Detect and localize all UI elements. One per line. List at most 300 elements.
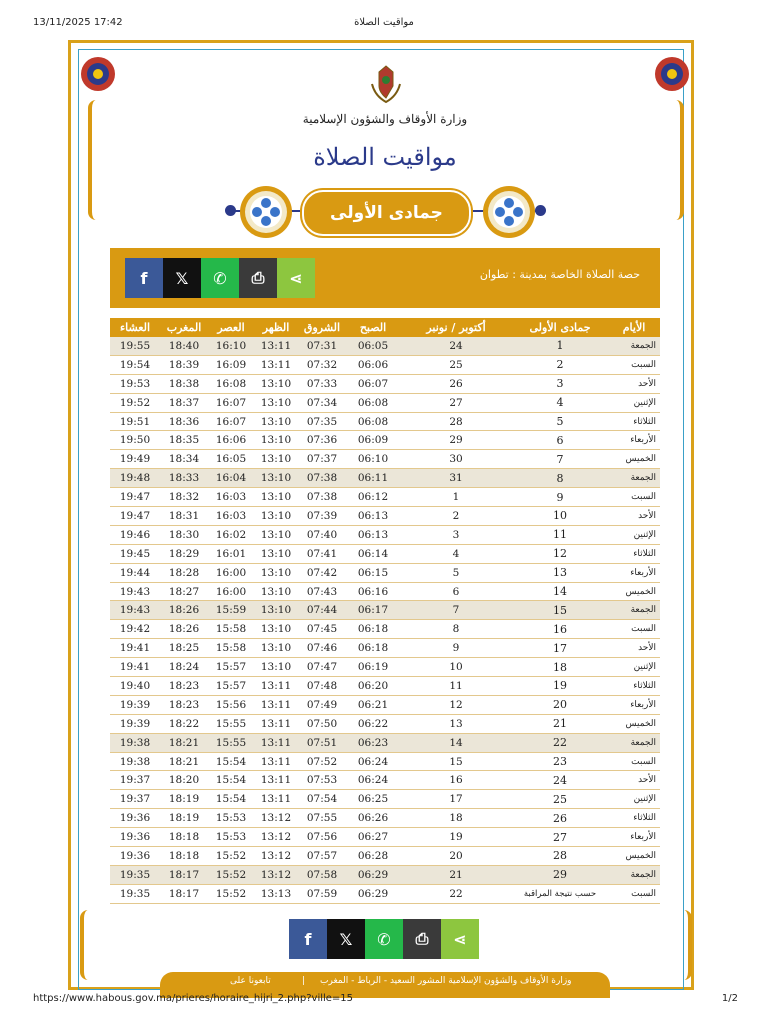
cell-dhuhr: 13:11 bbox=[254, 355, 298, 374]
cell-fajr: 06:24 bbox=[346, 771, 400, 790]
cell-fajr: 06:12 bbox=[346, 488, 400, 507]
cell-fajr: 06:19 bbox=[346, 658, 400, 677]
prayer-times-table bbox=[110, 318, 660, 904]
cell-hijri-day: 12 bbox=[512, 544, 608, 563]
whatsapp-share-button[interactable] bbox=[365, 919, 403, 959]
cell-asr: 15:52 bbox=[208, 884, 254, 903]
table-row bbox=[110, 488, 660, 507]
cell-isha: 19:41 bbox=[110, 658, 160, 677]
cell-weekday: الجمعة bbox=[608, 337, 660, 355]
cell-hijri-day: 3 bbox=[512, 374, 608, 393]
cell-asr: 16:00 bbox=[208, 563, 254, 582]
cell-maghrib: 18:18 bbox=[160, 828, 208, 847]
cell-maghrib: 18:19 bbox=[160, 790, 208, 809]
print-document-title: مواقيت الصلاة bbox=[354, 17, 414, 28]
table-row bbox=[110, 337, 660, 355]
cell-maghrib: 18:39 bbox=[160, 355, 208, 374]
cell-asr: 15:53 bbox=[208, 828, 254, 847]
cell-dhuhr: 13:10 bbox=[254, 582, 298, 601]
cell-shuruq: 07:56 bbox=[298, 828, 346, 847]
cell-shuruq: 07:43 bbox=[298, 582, 346, 601]
share-button[interactable] bbox=[277, 258, 315, 298]
cell-shuruq: 07:51 bbox=[298, 733, 346, 752]
cell-hijri-day: 10 bbox=[512, 507, 608, 526]
cell-fajr: 06:25 bbox=[346, 790, 400, 809]
cell-shuruq: 07:35 bbox=[298, 412, 346, 431]
cell-asr: 16:03 bbox=[208, 488, 254, 507]
cell-dhuhr: 13:10 bbox=[254, 374, 298, 393]
cell-hijri-day: 24 bbox=[512, 771, 608, 790]
cell-maghrib: 18:36 bbox=[160, 412, 208, 431]
cell-hijri-day: 29 bbox=[512, 865, 608, 884]
cell-maghrib: 18:34 bbox=[160, 450, 208, 469]
cell-isha: 19:36 bbox=[110, 828, 160, 847]
table-row bbox=[110, 809, 660, 828]
cell-fajr: 06:10 bbox=[346, 450, 400, 469]
cell-hijri-day: 21 bbox=[512, 714, 608, 733]
cell-weekday: الخميس bbox=[608, 582, 660, 601]
cell-fajr: 06:27 bbox=[346, 828, 400, 847]
cell-isha: 19:37 bbox=[110, 790, 160, 809]
cell-fajr: 06:08 bbox=[346, 412, 400, 431]
cell-shuruq: 07:46 bbox=[298, 639, 346, 658]
cell-dhuhr: 13:12 bbox=[254, 828, 298, 847]
cell-gregorian-day: 7 bbox=[400, 601, 512, 620]
corner-flower-icon bbox=[78, 54, 118, 94]
table-row bbox=[110, 393, 660, 412]
cell-weekday: الخميس bbox=[608, 847, 660, 866]
cell-gregorian-day: 21 bbox=[400, 865, 512, 884]
cell-isha: 19:35 bbox=[110, 884, 160, 903]
cell-shuruq: 07:37 bbox=[298, 450, 346, 469]
cell-shuruq: 07:31 bbox=[298, 337, 346, 355]
city-banner bbox=[110, 248, 660, 308]
emblem-icon bbox=[369, 64, 403, 104]
cell-hijri-day: حسب نتيجة المراقبة bbox=[512, 884, 608, 903]
cell-isha: 19:37 bbox=[110, 771, 160, 790]
cell-weekday: السبت bbox=[608, 884, 660, 903]
x-icon: 𝕏 bbox=[339, 929, 353, 949]
cell-gregorian-day: 8 bbox=[400, 620, 512, 639]
cell-gregorian-day: 19 bbox=[400, 828, 512, 847]
cell-gregorian-day: 20 bbox=[400, 847, 512, 866]
cell-isha: 19:39 bbox=[110, 714, 160, 733]
cell-shuruq: 07:49 bbox=[298, 695, 346, 714]
cell-shuruq: 07:57 bbox=[298, 847, 346, 866]
cell-gregorian-day: 5 bbox=[400, 563, 512, 582]
cell-dhuhr: 13:10 bbox=[254, 393, 298, 412]
cell-weekday: الأربعاء bbox=[608, 431, 660, 450]
table-row bbox=[110, 563, 660, 582]
print-datetime: 13/11/2025 17:42 bbox=[33, 17, 123, 28]
x-icon: 𝕏 bbox=[175, 268, 189, 288]
cell-weekday: الإثنين bbox=[608, 393, 660, 412]
col-header-fajr: الصبح bbox=[346, 318, 400, 337]
cell-gregorian-day: 24 bbox=[400, 337, 512, 355]
cell-dhuhr: 13:10 bbox=[254, 412, 298, 431]
cell-hijri-day: 5 bbox=[512, 412, 608, 431]
cell-dhuhr: 13:11 bbox=[254, 733, 298, 752]
cell-dhuhr: 13:12 bbox=[254, 809, 298, 828]
share-button[interactable] bbox=[441, 919, 479, 959]
cell-gregorian-day: 9 bbox=[400, 639, 512, 658]
cell-maghrib: 18:31 bbox=[160, 507, 208, 526]
cell-fajr: 06:06 bbox=[346, 355, 400, 374]
cell-asr: 15:53 bbox=[208, 809, 254, 828]
cell-shuruq: 07:48 bbox=[298, 677, 346, 696]
cell-fajr: 06:22 bbox=[346, 714, 400, 733]
cell-hijri-day: 15 bbox=[512, 601, 608, 620]
cell-asr: 15:58 bbox=[208, 639, 254, 658]
print-url: https://www.habous.gov.ma/prieres/horaire_hijri_2.php?ville=15 bbox=[33, 993, 354, 1004]
cell-isha: 19:47 bbox=[110, 507, 160, 526]
table-row bbox=[110, 847, 660, 866]
cell-gregorian-day: 25 bbox=[400, 355, 512, 374]
cell-asr: 16:02 bbox=[208, 525, 254, 544]
cell-fajr: 06:29 bbox=[346, 884, 400, 903]
cell-weekday: الأحد bbox=[608, 771, 660, 790]
cell-maghrib: 18:25 bbox=[160, 639, 208, 658]
footer-separator: | bbox=[302, 976, 306, 986]
whatsapp-icon: ✆ bbox=[377, 929, 391, 949]
cell-isha: 19:44 bbox=[110, 563, 160, 582]
cell-hijri-day: 7 bbox=[512, 450, 608, 469]
print-page-number: 1/2 bbox=[721, 993, 738, 1004]
whatsapp-icon: ✆ bbox=[213, 268, 227, 288]
col-header-asr: العصر bbox=[208, 318, 254, 337]
cell-gregorian-day: 11 bbox=[400, 677, 512, 696]
table-row bbox=[110, 582, 660, 601]
cell-asr: 15:54 bbox=[208, 752, 254, 771]
cell-isha: 19:42 bbox=[110, 620, 160, 639]
table-row bbox=[110, 828, 660, 847]
cell-isha: 19:40 bbox=[110, 677, 160, 696]
cell-weekday: الإثنين bbox=[608, 658, 660, 677]
cell-asr: 15:57 bbox=[208, 677, 254, 696]
cell-isha: 19:36 bbox=[110, 847, 160, 866]
cell-fajr: 06:28 bbox=[346, 847, 400, 866]
cell-fajr: 06:05 bbox=[346, 337, 400, 355]
x-share-button[interactable] bbox=[163, 258, 201, 298]
corner-flower-icon bbox=[652, 54, 692, 94]
cell-isha: 19:46 bbox=[110, 525, 160, 544]
cell-hijri-day: 11 bbox=[512, 525, 608, 544]
cell-gregorian-day: 3 bbox=[400, 525, 512, 544]
cell-weekday: الثلاثاء bbox=[608, 677, 660, 696]
cell-shuruq: 07:41 bbox=[298, 544, 346, 563]
cell-weekday: الخميس bbox=[608, 714, 660, 733]
cell-isha: 19:43 bbox=[110, 582, 160, 601]
cell-dhuhr: 13:11 bbox=[254, 695, 298, 714]
cell-maghrib: 18:17 bbox=[160, 865, 208, 884]
cell-maghrib: 18:30 bbox=[160, 525, 208, 544]
print-button[interactable] bbox=[239, 258, 277, 298]
cell-hijri-day: 16 bbox=[512, 620, 608, 639]
cell-maghrib: 18:18 bbox=[160, 847, 208, 866]
cell-asr: 15:55 bbox=[208, 714, 254, 733]
cell-maghrib: 18:23 bbox=[160, 677, 208, 696]
city-label: حصة الصلاة الخاصة بمدينة : تطوان bbox=[479, 268, 640, 281]
cell-dhuhr: 13:13 bbox=[254, 884, 298, 903]
col-header-maghrib: المغرب bbox=[160, 318, 208, 337]
table-row bbox=[110, 771, 660, 790]
cell-asr: 15:52 bbox=[208, 865, 254, 884]
cell-hijri-day: 26 bbox=[512, 809, 608, 828]
table-row bbox=[110, 374, 660, 393]
cell-gregorian-day: 31 bbox=[400, 469, 512, 488]
flower-icon bbox=[250, 196, 282, 228]
share-icon: ⋖ bbox=[289, 268, 303, 288]
cell-asr: 15:54 bbox=[208, 771, 254, 790]
cell-hijri-day: 2 bbox=[512, 355, 608, 374]
cell-hijri-day: 1 bbox=[512, 337, 608, 355]
cell-hijri-day: 4 bbox=[512, 393, 608, 412]
cell-maghrib: 18:23 bbox=[160, 695, 208, 714]
cell-shuruq: 07:50 bbox=[298, 714, 346, 733]
table-row bbox=[110, 733, 660, 752]
cell-maghrib: 18:21 bbox=[160, 752, 208, 771]
cell-weekday: الأحد bbox=[608, 507, 660, 526]
cell-hijri-day: 8 bbox=[512, 469, 608, 488]
cell-shuruq: 07:52 bbox=[298, 752, 346, 771]
cell-fajr: 06:08 bbox=[346, 393, 400, 412]
cell-isha: 19:38 bbox=[110, 733, 160, 752]
print-icon: ⎙ bbox=[415, 929, 429, 948]
cell-dhuhr: 13:11 bbox=[254, 337, 298, 355]
cell-shuruq: 07:53 bbox=[298, 771, 346, 790]
cell-dhuhr: 13:10 bbox=[254, 507, 298, 526]
cell-fajr: 06:18 bbox=[346, 620, 400, 639]
dot-ornament-icon bbox=[225, 205, 236, 216]
cell-isha: 19:35 bbox=[110, 865, 160, 884]
cell-dhuhr: 13:10 bbox=[254, 658, 298, 677]
cell-weekday: السبت bbox=[608, 488, 660, 507]
col-header-hijri: جمادى الأولى bbox=[512, 318, 608, 337]
cell-weekday: السبت bbox=[608, 620, 660, 639]
flower-icon bbox=[493, 196, 525, 228]
cell-maghrib: 18:40 bbox=[160, 337, 208, 355]
cell-shuruq: 07:36 bbox=[298, 431, 346, 450]
cell-maghrib: 18:38 bbox=[160, 374, 208, 393]
cell-weekday: الأحد bbox=[608, 374, 660, 393]
cell-hijri-day: 18 bbox=[512, 658, 608, 677]
cell-gregorian-day: 6 bbox=[400, 582, 512, 601]
x-share-button[interactable] bbox=[327, 919, 365, 959]
cell-asr: 16:05 bbox=[208, 450, 254, 469]
table-row bbox=[110, 431, 660, 450]
cell-dhuhr: 13:11 bbox=[254, 752, 298, 771]
whatsapp-share-button[interactable] bbox=[201, 258, 239, 298]
cell-hijri-day: 25 bbox=[512, 790, 608, 809]
table-row bbox=[110, 790, 660, 809]
cell-asr: 15:59 bbox=[208, 601, 254, 620]
cell-shuruq: 07:33 bbox=[298, 374, 346, 393]
cell-weekday: الثلاثاء bbox=[608, 412, 660, 431]
vine-ornament-right bbox=[666, 100, 684, 220]
cell-dhuhr: 13:11 bbox=[254, 790, 298, 809]
cell-maghrib: 18:21 bbox=[160, 733, 208, 752]
cell-hijri-day: 6 bbox=[512, 431, 608, 450]
cell-fajr: 06:15 bbox=[346, 563, 400, 582]
cell-gregorian-day: 22 bbox=[400, 884, 512, 903]
cell-isha: 19:41 bbox=[110, 639, 160, 658]
cell-hijri-day: 22 bbox=[512, 733, 608, 752]
cell-asr: 15:56 bbox=[208, 695, 254, 714]
cell-fajr: 06:23 bbox=[346, 733, 400, 752]
cell-asr: 16:00 bbox=[208, 582, 254, 601]
cell-shuruq: 07:55 bbox=[298, 809, 346, 828]
cell-shuruq: 07:39 bbox=[298, 507, 346, 526]
cell-gregorian-day: 13 bbox=[400, 714, 512, 733]
cell-dhuhr: 13:10 bbox=[254, 431, 298, 450]
table-row bbox=[110, 412, 660, 431]
table-row bbox=[110, 355, 660, 374]
cell-isha: 19:55 bbox=[110, 337, 160, 355]
cell-dhuhr: 13:10 bbox=[254, 488, 298, 507]
table-row bbox=[110, 450, 660, 469]
cell-weekday: الجمعة bbox=[608, 601, 660, 620]
print-header bbox=[0, 17, 768, 31]
table-row bbox=[110, 544, 660, 563]
cell-gregorian-day: 15 bbox=[400, 752, 512, 771]
table-row bbox=[110, 695, 660, 714]
dot-ornament-icon bbox=[535, 205, 546, 216]
cell-weekday: الأربعاء bbox=[608, 563, 660, 582]
cell-maghrib: 18:28 bbox=[160, 563, 208, 582]
table-row bbox=[110, 658, 660, 677]
cell-isha: 19:53 bbox=[110, 374, 160, 393]
cell-hijri-day: 17 bbox=[512, 639, 608, 658]
cell-hijri-day: 20 bbox=[512, 695, 608, 714]
col-header-shuruq: الشروق bbox=[298, 318, 346, 337]
cell-fajr: 06:13 bbox=[346, 525, 400, 544]
cell-maghrib: 18:26 bbox=[160, 601, 208, 620]
cell-isha: 19:51 bbox=[110, 412, 160, 431]
cell-asr: 16:09 bbox=[208, 355, 254, 374]
cell-dhuhr: 13:10 bbox=[254, 563, 298, 582]
cell-gregorian-day: 26 bbox=[400, 374, 512, 393]
cell-maghrib: 18:29 bbox=[160, 544, 208, 563]
cell-fajr: 06:26 bbox=[346, 809, 400, 828]
cell-shuruq: 07:45 bbox=[298, 620, 346, 639]
cell-maghrib: 18:19 bbox=[160, 809, 208, 828]
cell-gregorian-day: 30 bbox=[400, 450, 512, 469]
vine-ornament-bottom-right bbox=[674, 910, 692, 980]
cell-weekday: السبت bbox=[608, 355, 660, 374]
cell-weekday: الخميس bbox=[608, 450, 660, 469]
ministry-name: وزارة الأوقاف والشؤون الإسلامية bbox=[302, 112, 468, 126]
table-row bbox=[110, 601, 660, 620]
table-row bbox=[110, 677, 660, 696]
table-row bbox=[110, 507, 660, 526]
table-row bbox=[110, 752, 660, 771]
cell-maghrib: 18:27 bbox=[160, 582, 208, 601]
cell-gregorian-day: 16 bbox=[400, 771, 512, 790]
cell-maghrib: 18:37 bbox=[160, 393, 208, 412]
cell-shuruq: 07:34 bbox=[298, 393, 346, 412]
table-row bbox=[110, 865, 660, 884]
cell-dhuhr: 13:10 bbox=[254, 544, 298, 563]
cell-hijri-day: 14 bbox=[512, 582, 608, 601]
cell-hijri-day: 23 bbox=[512, 752, 608, 771]
cell-maghrib: 18:24 bbox=[160, 658, 208, 677]
print-button[interactable] bbox=[403, 919, 441, 959]
cell-shuruq: 07:54 bbox=[298, 790, 346, 809]
cell-isha: 19:39 bbox=[110, 695, 160, 714]
cell-weekday: الثلاثاء bbox=[608, 544, 660, 563]
cell-dhuhr: 13:10 bbox=[254, 469, 298, 488]
cell-fajr: 06:16 bbox=[346, 582, 400, 601]
facebook-share-button[interactable] bbox=[289, 919, 327, 959]
facebook-icon: f bbox=[140, 268, 148, 288]
cell-maghrib: 18:20 bbox=[160, 771, 208, 790]
col-header-dhuhr: الظهر bbox=[254, 318, 298, 337]
cell-weekday: الجمعة bbox=[608, 469, 660, 488]
cell-dhuhr: 13:10 bbox=[254, 525, 298, 544]
cell-dhuhr: 13:11 bbox=[254, 771, 298, 790]
cell-isha: 19:52 bbox=[110, 393, 160, 412]
cell-hijri-day: 9 bbox=[512, 488, 608, 507]
cell-asr: 16:07 bbox=[208, 412, 254, 431]
col-header-day: الأيام bbox=[608, 318, 660, 337]
cell-maghrib: 18:35 bbox=[160, 431, 208, 450]
table-row bbox=[110, 639, 660, 658]
cell-gregorian-day: 28 bbox=[400, 412, 512, 431]
cell-asr: 16:04 bbox=[208, 469, 254, 488]
cell-fajr: 06:29 bbox=[346, 865, 400, 884]
cell-isha: 19:38 bbox=[110, 752, 160, 771]
cell-weekday: الجمعة bbox=[608, 865, 660, 884]
cell-shuruq: 07:58 bbox=[298, 865, 346, 884]
table-header-row bbox=[110, 318, 660, 337]
cell-asr: 15:55 bbox=[208, 733, 254, 752]
cell-weekday: الجمعة bbox=[608, 733, 660, 752]
cell-gregorian-day: 4 bbox=[400, 544, 512, 563]
facebook-share-button[interactable] bbox=[125, 258, 163, 298]
ministry-address: وزارة الأوقاف والشؤون الإسلامية المشور السعيد - الرباط - المغرب bbox=[320, 976, 572, 986]
cell-isha: 19:36 bbox=[110, 809, 160, 828]
cell-fajr: 06:11 bbox=[346, 469, 400, 488]
cell-gregorian-day: 1 bbox=[400, 488, 512, 507]
cell-maghrib: 18:32 bbox=[160, 488, 208, 507]
cell-fajr: 06:21 bbox=[346, 695, 400, 714]
cell-dhuhr: 13:10 bbox=[254, 620, 298, 639]
table-row bbox=[110, 884, 660, 903]
cell-shuruq: 07:47 bbox=[298, 658, 346, 677]
table-row bbox=[110, 620, 660, 639]
cell-gregorian-day: 18 bbox=[400, 809, 512, 828]
cell-maghrib: 18:22 bbox=[160, 714, 208, 733]
cell-dhuhr: 13:12 bbox=[254, 847, 298, 866]
cell-gregorian-day: 2 bbox=[400, 507, 512, 526]
cell-weekday: الأربعاء bbox=[608, 695, 660, 714]
cell-hijri-day: 13 bbox=[512, 563, 608, 582]
cell-isha: 19:48 bbox=[110, 469, 160, 488]
table-row bbox=[110, 469, 660, 488]
cell-isha: 19:43 bbox=[110, 601, 160, 620]
cell-fajr: 06:09 bbox=[346, 431, 400, 450]
cell-gregorian-day: 14 bbox=[400, 733, 512, 752]
vine-ornament-bottom-left bbox=[80, 910, 98, 980]
cell-dhuhr: 13:10 bbox=[254, 601, 298, 620]
cell-weekday: السبت bbox=[608, 752, 660, 771]
follow-us-label: تابعونا على bbox=[230, 976, 271, 986]
cell-dhuhr: 13:12 bbox=[254, 865, 298, 884]
page-title: مواقيت الصلاة bbox=[313, 143, 457, 171]
cell-weekday: الإثنين bbox=[608, 525, 660, 544]
cell-isha: 19:47 bbox=[110, 488, 160, 507]
cell-dhuhr: 13:10 bbox=[254, 639, 298, 658]
